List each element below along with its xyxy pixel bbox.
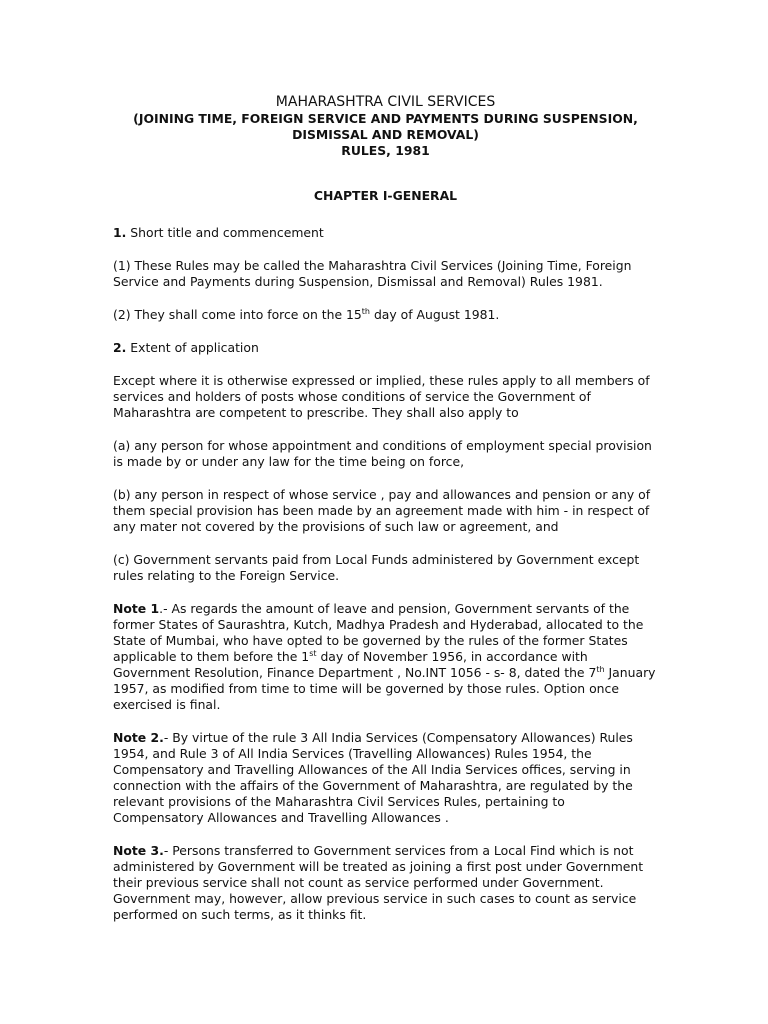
note-1-sup-2: th: [596, 665, 605, 674]
document-subtitle-line-1: (JOINING TIME, FOREIGN SERVICE AND PAYMENTS DURING SUSPENSION,: [133, 111, 638, 126]
section-1-para-2-sup: th: [361, 307, 370, 316]
section-1-para-2-text-end: day of August 1981.: [370, 307, 500, 322]
section-2-intro: Except where it is otherwise expressed or implied, these rules apply to all members of services and holders of posts whose conditions of service the Government of Maharashtra are competent to prescribe. They shall also apply to: [113, 373, 650, 420]
note-3: [113, 843, 658, 923]
section-1-para-1: (1) These Rules may be called the Maharashtra Civil Services (Joining Time, Foreign Service and Payments during Suspension, Dismissal and Removal) Rules 1981.: [113, 258, 632, 289]
section-1-heading: [113, 225, 658, 241]
chapter-heading: CHAPTER I-GENERAL: [313, 188, 458, 203]
section-2-title: Extent of application: [126, 340, 259, 355]
note-2-label: Note 2.: [113, 730, 164, 745]
section-2-item-c: (c) Government servants paid from Local Funds administered by Government except rules relating to the Foreign Service.: [113, 552, 640, 583]
note-3-text: - Persons transferred to Government services from a Local Find which is not administered by Government will be treated as joining a first post under Government their previous service shall not count as service performed under Government. Government may, however, allow previous service in such cases to count as service performed on such terms, as it thinks fit.: [113, 843, 644, 922]
section-2-number: 2.: [113, 340, 127, 355]
section-2-item-b: (b) any person in respect of whose service , pay and allowances and pension or any of them special provision has been made by an agreement made with him - in respect of any mater not covered by the provisions of such law or agreement, and: [113, 487, 651, 534]
note-1: [113, 601, 658, 713]
section-2-item-a: (a) any person for whose appointment and conditions of employment special provision is made by or under any law for the time being on force,: [113, 438, 652, 469]
section-1-title: Short title and commencement: [126, 225, 324, 240]
section-1-para-2-text: (2) They shall come into force on the 15: [113, 307, 362, 322]
document-title: MAHARASHTRA CIVIL SERVICES: [275, 94, 496, 110]
note-2-text: - By virtue of the rule 3 All India Services (Compensatory Allowances) Rules 1954, and Rule 3 of All India Services (Travelling Allowances) Rules 1954, the Compensatory and Travelling Allowances of the All India Services offices, serving in connection with the affairs of the Government of Maharashtra, are regulated by the relevant provisions of the Maharashtra Civil Services Rules, pertaining to Compensatory Allowances and Travelling Allowances .: [113, 730, 633, 825]
note-1-text: .- As regards the amount of leave and pension, Government servants of the former States of Saurashtra, Kutch, Madhya Pradesh and Hyderabad, allocated to the State of Mumbai, who have opted to be governed by the rules of the former States applicable to them before the 1: [113, 601, 644, 664]
document-subtitle-line-3: RULES, 1981: [341, 143, 430, 158]
note-1-text-2: day of November 1956, in accordance with Government Resolution, Finance Department , No.INT 1056 - s- 8, dated the 7: [113, 649, 597, 680]
section-2-heading: [113, 340, 658, 356]
note-3-label: Note 3.: [113, 843, 164, 858]
note-1-text-3: January 1957, as modified from time to time will be governed by those rules. Option once exercised is final.: [113, 665, 656, 712]
note-2: [113, 730, 658, 826]
section-1-number: 1.: [113, 225, 127, 240]
note-1-sup-1: st: [309, 649, 317, 658]
document-body: [113, 94, 658, 923]
document-subtitle-line-2: DISMISSAL AND REMOVAL): [292, 127, 479, 142]
note-1-label: Note 1: [113, 601, 160, 616]
section-1-para-2: [113, 307, 658, 323]
